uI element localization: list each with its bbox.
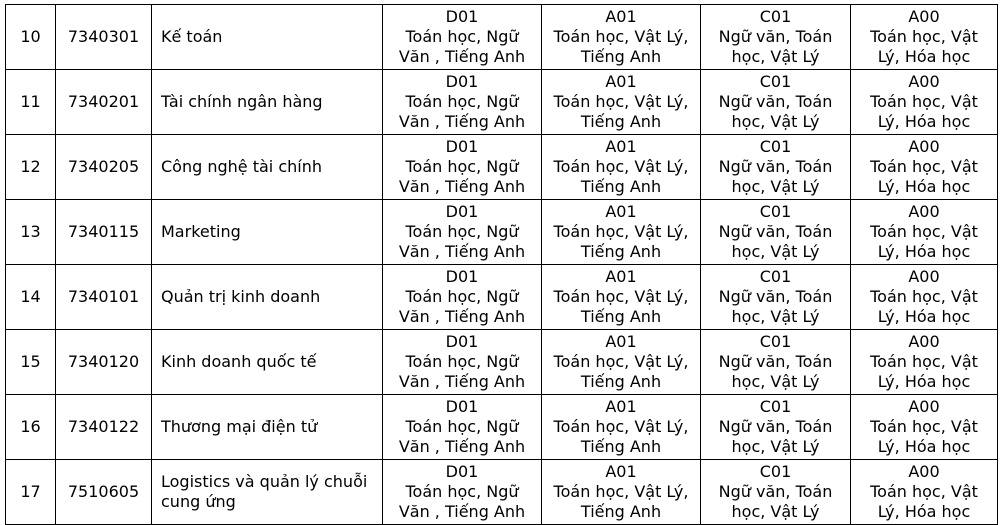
combination-code: A01	[605, 462, 637, 481]
combination-subjects: Toán học, Vật Lý, Hóa học	[870, 27, 978, 66]
combination-subjects: Toán học, Vật Lý, Hóa học	[870, 482, 978, 521]
subject-combination-cell	[851, 395, 998, 460]
subject-combination-cell	[701, 265, 851, 330]
major-name-cell: Thương mại điện tử	[152, 395, 383, 460]
subject-combination-cell	[701, 200, 851, 265]
combination-subjects: Toán học, Vật Lý, Tiếng Anh	[553, 27, 689, 66]
subject-combination-cell	[542, 395, 701, 460]
major-name-cell: Tài chính ngân hàng	[152, 70, 383, 135]
combination-code: C01	[759, 7, 792, 26]
combination-subjects: Toán học, Vật Lý, Tiếng Anh	[553, 417, 689, 456]
major-code-cell: 7340205	[56, 135, 152, 200]
combination-subjects: Toán học, Vật Lý, Tiếng Anh	[553, 222, 689, 261]
subject-combination-cell	[383, 395, 542, 460]
subject-combination-cell	[542, 330, 701, 395]
major-code-cell: 7340122	[56, 395, 152, 460]
admissions-table	[5, 4, 998, 525]
subject-combination-cell	[851, 135, 998, 200]
row-number-cell: 12	[6, 135, 56, 200]
combination-subjects: Toán học, Vật Lý, Hóa học	[870, 417, 978, 456]
combination-subjects: Ngữ văn, Toán học, Vật Lý	[718, 352, 833, 391]
combination-code: D01	[445, 332, 479, 351]
table-row	[6, 265, 998, 330]
combination-subjects: Ngữ văn, Toán học, Vật Lý	[718, 417, 833, 456]
combination-subjects: Toán học, Vật Lý, Tiếng Anh	[553, 92, 689, 131]
major-name-cell: Quản trị kinh doanh	[152, 265, 383, 330]
subject-combination-cell	[851, 460, 998, 525]
table-row	[6, 70, 998, 135]
combination-subjects: Toán học, Vật Lý, Tiếng Anh	[553, 157, 689, 196]
combination-subjects: Toán học, Vật Lý, Hóa học	[870, 352, 978, 391]
combination-code: A01	[605, 72, 637, 91]
combination-subjects: Toán học, Vật Lý, Tiếng Anh	[553, 482, 689, 521]
subject-combination-cell	[542, 135, 701, 200]
combination-code: C01	[759, 202, 792, 221]
subject-combination-cell	[701, 135, 851, 200]
combination-code: C01	[759, 462, 792, 481]
table-row	[6, 460, 998, 525]
combination-subjects: Ngữ văn, Toán học, Vật Lý	[718, 222, 833, 261]
combination-subjects: Ngữ văn, Toán học, Vật Lý	[718, 157, 833, 196]
combination-code: D01	[445, 202, 479, 221]
combination-code: D01	[445, 72, 479, 91]
major-code-cell: 7340115	[56, 200, 152, 265]
combination-code: A00	[908, 7, 940, 26]
row-number-cell: 10	[6, 5, 56, 70]
major-code-cell: 7340201	[56, 70, 152, 135]
combination-subjects: Toán học, Vật Lý, Tiếng Anh	[553, 352, 689, 391]
combination-code: A01	[605, 7, 637, 26]
subject-combination-cell	[542, 200, 701, 265]
table-row	[6, 200, 998, 265]
combination-code: C01	[759, 72, 792, 91]
combination-code: C01	[759, 332, 792, 351]
combination-code: D01	[445, 7, 479, 26]
subject-combination-cell	[701, 330, 851, 395]
combination-subjects: Ngữ văn, Toán học, Vật Lý	[718, 92, 833, 131]
combination-code: A01	[605, 397, 637, 416]
combination-code: D01	[445, 267, 479, 286]
table-row	[6, 395, 998, 460]
major-name-cell: Kinh doanh quốc tế	[152, 330, 383, 395]
row-number-cell: 17	[6, 460, 56, 525]
major-name-cell: Công nghệ tài chính	[152, 135, 383, 200]
subject-combination-cell	[851, 200, 998, 265]
table-row	[6, 5, 998, 70]
combination-subjects: Toán học, Vật Lý, Tiếng Anh	[553, 287, 689, 326]
subject-combination-cell	[542, 70, 701, 135]
row-number-cell: 15	[6, 330, 56, 395]
subject-combination-cell	[701, 395, 851, 460]
table-body	[6, 5, 998, 525]
subject-combination-cell	[851, 5, 998, 70]
combination-code: A00	[908, 462, 940, 481]
table-row	[6, 330, 998, 395]
subject-combination-cell	[701, 70, 851, 135]
combination-code: A00	[908, 137, 940, 156]
combination-code: C01	[759, 137, 792, 156]
major-name-cell: Kế toán	[152, 5, 383, 70]
subject-combination-cell	[383, 5, 542, 70]
combination-subjects: Toán học, Ngữ Văn , Tiếng Anh	[398, 482, 526, 521]
combination-subjects: Ngữ văn, Toán học, Vật Lý	[718, 27, 833, 66]
subject-combination-cell	[851, 70, 998, 135]
combination-code: A01	[605, 137, 637, 156]
row-number-cell: 16	[6, 395, 56, 460]
combination-code: A01	[605, 267, 637, 286]
combination-subjects: Toán học, Vật Lý, Hóa học	[870, 287, 978, 326]
subject-combination-cell	[383, 200, 542, 265]
combination-subjects: Ngữ văn, Toán học, Vật Lý	[718, 482, 833, 521]
combination-code: C01	[759, 267, 792, 286]
combination-subjects: Ngữ văn, Toán học, Vật Lý	[718, 287, 833, 326]
combination-code: D01	[445, 397, 479, 416]
subject-combination-cell	[542, 265, 701, 330]
combination-code: A00	[908, 72, 940, 91]
combination-subjects: Toán học, Ngữ Văn , Tiếng Anh	[398, 92, 526, 131]
combination-subjects: Toán học, Ngữ Văn , Tiếng Anh	[398, 157, 526, 196]
table-row	[6, 135, 998, 200]
combination-subjects: Toán học, Vật Lý, Hóa học	[870, 157, 978, 196]
row-number-cell: 11	[6, 70, 56, 135]
major-code-cell: 7340101	[56, 265, 152, 330]
combination-code: A00	[908, 267, 940, 286]
subject-combination-cell	[542, 460, 701, 525]
major-code-cell: 7340301	[56, 5, 152, 70]
combination-subjects: Toán học, Ngữ Văn , Tiếng Anh	[398, 222, 526, 261]
combination-subjects: Toán học, Vật Lý, Hóa học	[870, 222, 978, 261]
combination-subjects: Toán học, Ngữ Văn , Tiếng Anh	[398, 27, 526, 66]
subject-combination-cell	[383, 135, 542, 200]
subject-combination-cell	[851, 265, 998, 330]
combination-code: A01	[605, 332, 637, 351]
subject-combination-cell	[701, 5, 851, 70]
combination-code: C01	[759, 397, 792, 416]
subject-combination-cell	[383, 70, 542, 135]
combination-subjects: Toán học, Ngữ Văn , Tiếng Anh	[398, 417, 526, 456]
major-code-cell: 7510605	[56, 460, 152, 525]
combination-code: A00	[908, 332, 940, 351]
row-number-cell: 14	[6, 265, 56, 330]
combination-code: A00	[908, 202, 940, 221]
subject-combination-cell	[383, 460, 542, 525]
combination-subjects: Toán học, Ngữ Văn , Tiếng Anh	[398, 352, 526, 391]
combination-subjects: Toán học, Ngữ Văn , Tiếng Anh	[398, 287, 526, 326]
combination-code: A01	[605, 202, 637, 221]
subject-combination-cell	[701, 460, 851, 525]
major-code-cell: 7340120	[56, 330, 152, 395]
combination-code: D01	[445, 462, 479, 481]
combination-code: D01	[445, 137, 479, 156]
subject-combination-cell	[383, 330, 542, 395]
major-name-cell: Marketing	[152, 200, 383, 265]
combination-subjects: Toán học, Vật Lý, Hóa học	[870, 92, 978, 131]
subject-combination-cell	[542, 5, 701, 70]
subject-combination-cell	[851, 330, 998, 395]
row-number-cell: 13	[6, 200, 56, 265]
major-name-cell: Logistics và quản lý chuỗi cung ứng	[152, 460, 383, 525]
combination-code: A00	[908, 397, 940, 416]
subject-combination-cell	[383, 265, 542, 330]
